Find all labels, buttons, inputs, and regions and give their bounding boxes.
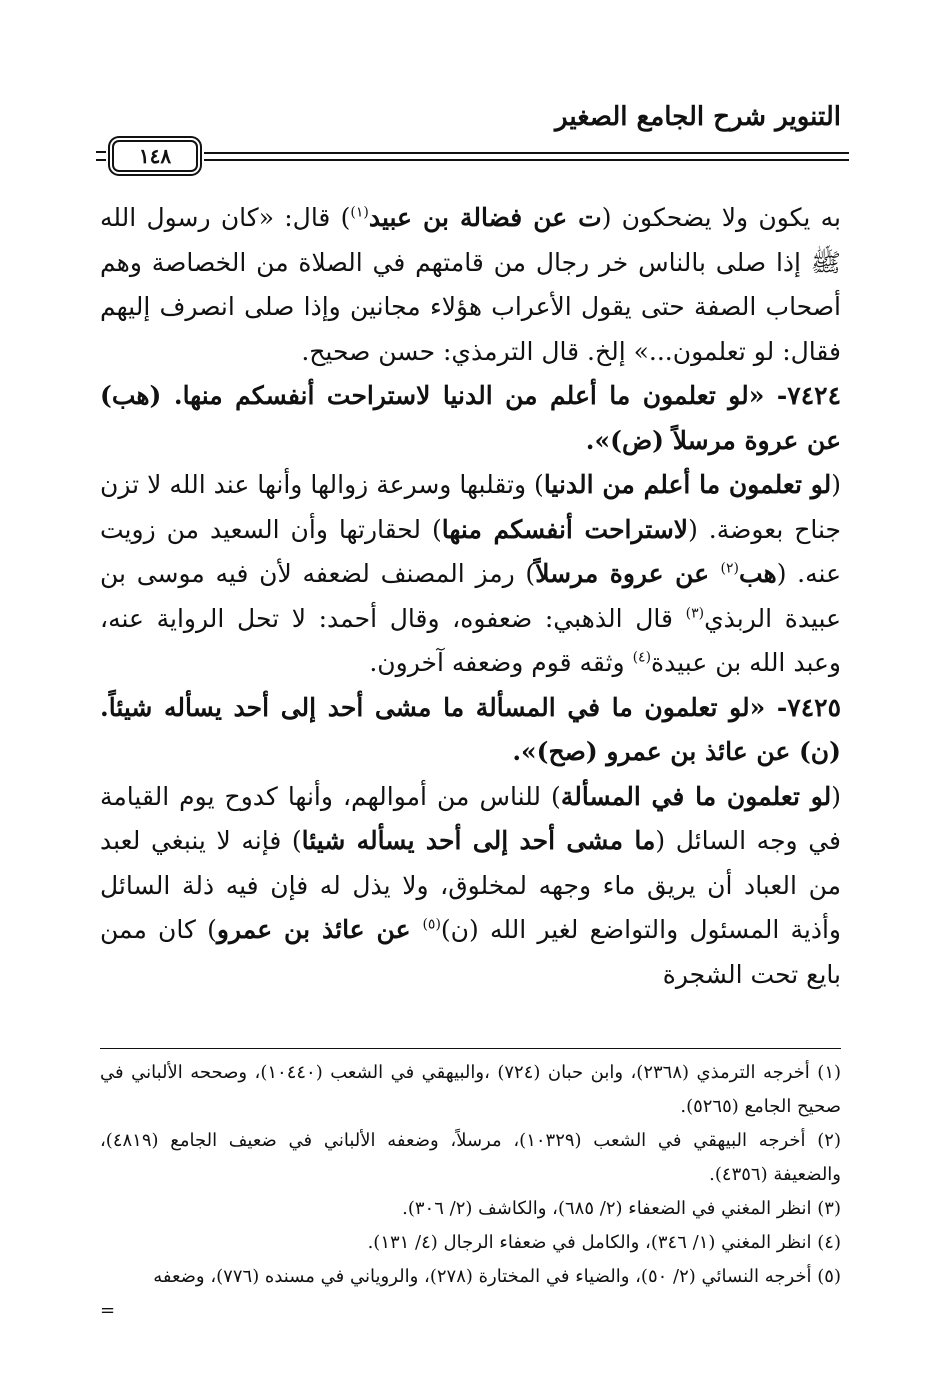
footnote-ref: (٥) <box>422 916 441 933</box>
commentary-paragraph <box>100 196 841 374</box>
text-run: ) قال: «كان رسول الله ﷺ إذا صلى بالناس خر رجال من قامتهم في الصلاة من الخصاصة وهم أصحاب الصفة حتى يقول الأعراب هؤلاء مجانين وإذا صلى انصرف إليهم فقال: لو تعلمون...» إلخ. قال الترمذي: حسن صحيح. <box>100 203 841 366</box>
text-run: ) كان ممن بايع تحت الشجرة <box>100 915 841 989</box>
text-run: وثقه قوم وضعفه آخرون. <box>369 648 633 677</box>
source-citation: عن عائذ بن عمرو <box>216 915 423 944</box>
footnote-ref: (١) <box>350 204 369 221</box>
text-run: ( <box>831 470 841 499</box>
text-run: ) وتقلبها وسرعة زوالها وأنها عند الله لا تزن جناح بعوضة. ( <box>100 470 841 544</box>
source-code: هب <box>738 559 777 588</box>
header-double-rule <box>204 152 849 161</box>
hadith-entry <box>100 686 841 775</box>
text-run: ) فإنه لا ينبغي لعبد من العباد أن يريق ماء وجهه لمخلوق، ولا يذل له فإن فيه ذلة السائل وأذية المسئول والتواضع لغير الله ( <box>100 826 841 944</box>
source-citation: ت عن فضالة بن عبيد <box>368 203 602 232</box>
page-number: ١٤٨ <box>112 140 198 172</box>
footnote-ref: (٢) <box>720 560 739 577</box>
footnote: (٣) انظر المغني في الضعفاء (٢/ ٦٨٥)، والكاشف (٢/ ٣٠٦). <box>402 1198 841 1219</box>
text-run: ) للناس من أموالهم، وأنها كدوح يوم القيامة في وجه السائل ( <box>100 781 841 855</box>
text-run: قال الذهبي: ضعفوه، وقال أحمد: لا تحل الرواية عنه، وعبد الله بن عبيدة <box>100 603 841 677</box>
header-rule-end-mark <box>96 151 106 161</box>
source-code: ن <box>450 915 470 944</box>
footnote: (٤) انظر المغني (١/ ٣٤٦)، والكامل في ضعفاء الرجال (٤/ ١٣١). <box>367 1232 841 1253</box>
source-citation: عن عروة مرسلاً <box>535 559 721 588</box>
quoted-phrase: لو تعلمون ما في المسألة <box>560 781 832 811</box>
footnote-continuation-mark: = <box>100 1300 116 1321</box>
text-run: ( <box>831 781 841 811</box>
commentary-paragraph <box>100 775 841 998</box>
quoted-phrase: ما مشى أحد إلى أحد يسأله شيئا <box>301 826 656 855</box>
footnote: (١) أخرجه الترمذي (٢٣٦٨)، وابن حبان (٧٢٤) ،والبيهقي في الشعب (١٠٤٤٠)، وصححه الألباني في صحيح الجامع (٥٢٦٥). <box>100 1062 842 1117</box>
footnote: (٢) أخرجه البيهقي في الشعب (١٠٣٢٩)، مرسلاً، وضعفه الألباني في ضعيف الجامع (٤٨١٩)، والضعيفة (٤٣٥٦). <box>100 1130 841 1185</box>
footnote-separator <box>100 1048 841 1049</box>
header-rule <box>96 142 849 172</box>
footnote-ref: (٤) <box>632 649 652 666</box>
quoted-phrase: لو تعلمون ما أعلم من الدنيا <box>543 470 832 499</box>
hadith-text: ٧٤٢٤- «لو تعلمون ما أعلم من الدنيا لاستراحت أنفسكم منها. (هب) عن عروة مرسلاً (ض)». <box>100 381 841 455</box>
text-run: ) <box>440 915 451 944</box>
running-title: التنوير شرح الجامع الصغير <box>555 102 841 132</box>
hadith-entry <box>100 374 841 463</box>
text-run: ) رمز المصنف لضعفه لأن فيه موسى بن عبيدة الربذي <box>100 559 841 633</box>
text-run: به يكون ولا يضحكون ( <box>601 203 841 232</box>
commentary-paragraph <box>100 463 841 686</box>
footnote-ref: (٣) <box>685 605 705 622</box>
page-header <box>96 96 849 186</box>
quoted-phrase: لاستراحت أنفسكم منها <box>441 514 689 544</box>
hadith-text: ٧٤٢٥- «لو تعلمون ما في المسألة ما مشى أحد إلى أحد يسأله شيئاً. (ن) عن عائذ بن عمرو (صح)». <box>100 692 841 766</box>
footnotes <box>100 1056 841 1294</box>
main-text <box>100 196 841 997</box>
footnote: (٥) أخرجه النسائي (٢/ ٥٠)، والضياء في المختارة (٢٧٨)، والروياني في مسنده (٧٧٦)، وضعفه <box>153 1266 841 1287</box>
text-run: ) لحقارتها وأن السعيد من زويت عنه. ( <box>100 514 841 588</box>
